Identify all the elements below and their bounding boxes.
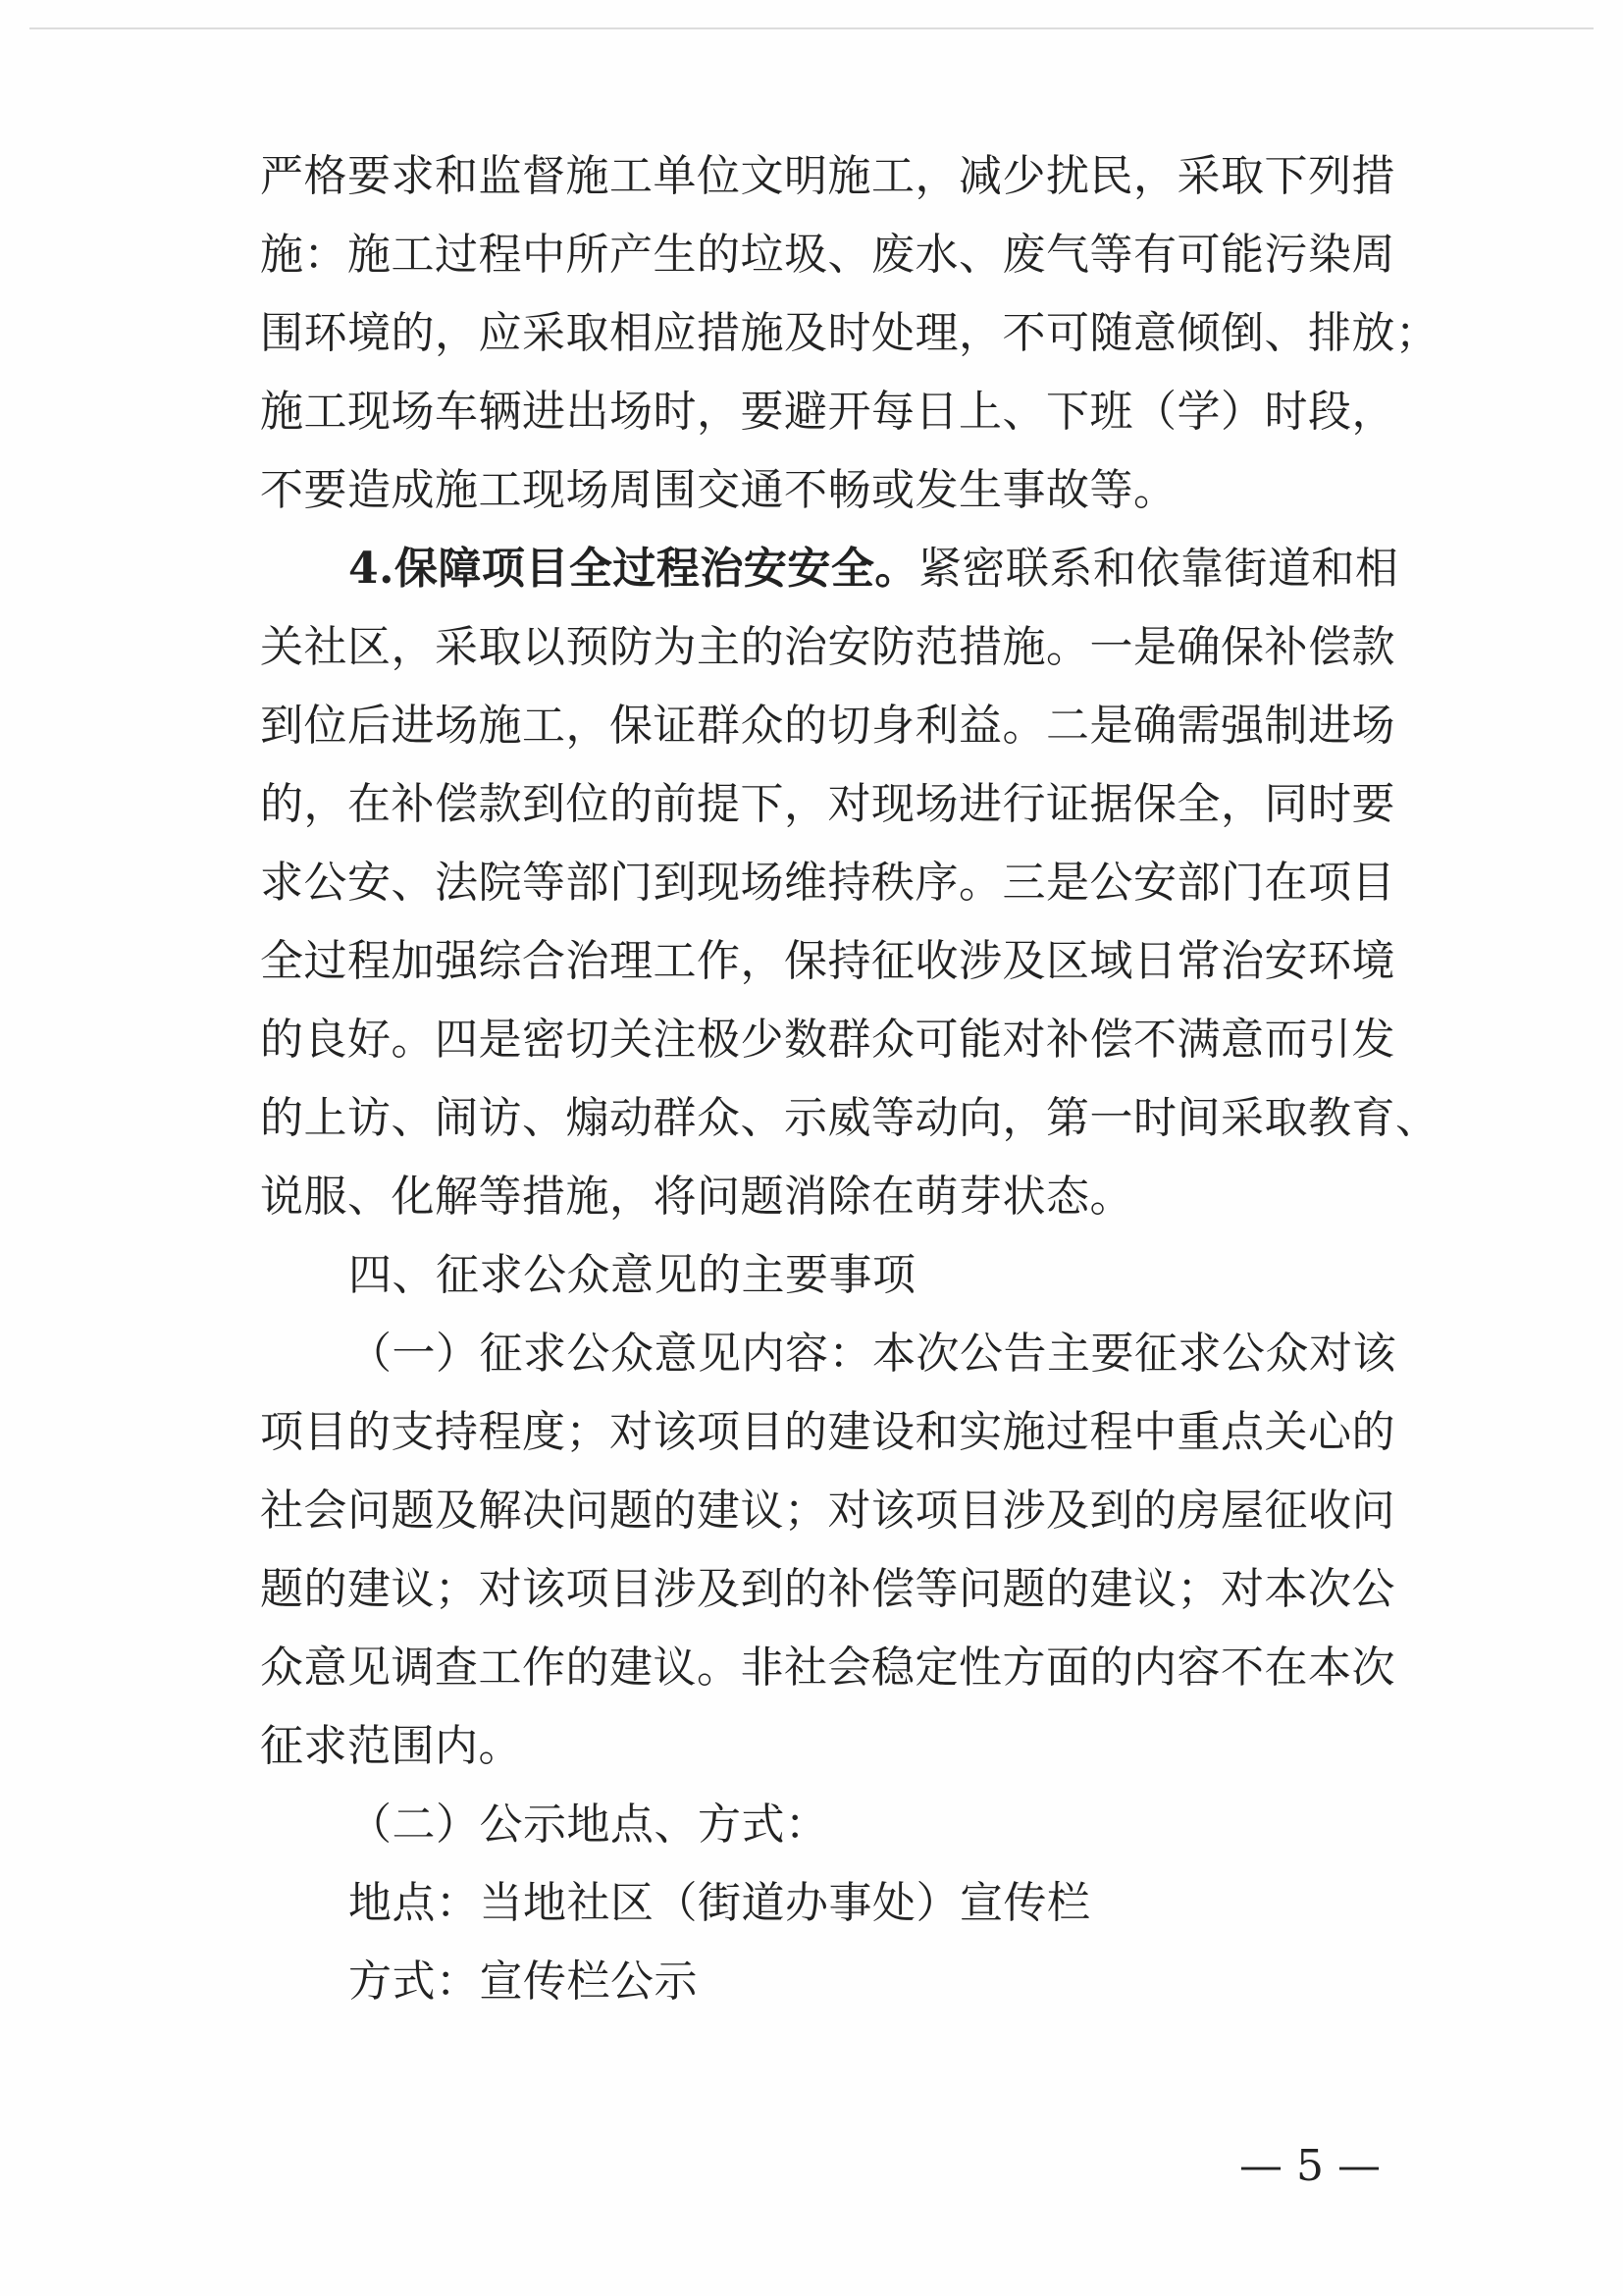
body-line: 严格要求和监督施工单位文明施工，减少扰民，采取下列措 (260, 151, 1395, 201)
body-line: 求公安、法院等部门到现场维持秩序。三是公安部门在项目 (260, 858, 1395, 908)
body-line: 全过程加强综合治理工作，保持征收涉及区域日常治安环境 (260, 936, 1395, 986)
scan-edge-line (29, 27, 1594, 29)
paragraph-4-text: 紧密联系和依靠街道和相 (917, 544, 1399, 594)
subsection-1-first-line: （一）征求公众意见内容：本次公告主要征求公众对该 (348, 1329, 1396, 1379)
body-line: 施：施工过程中所产生的垃圾、废水、废气等有可能污染周 (260, 230, 1395, 280)
body-line: 项目的支持程度；对该项目的建设和实施过程中重点关心的 (260, 1407, 1395, 1457)
paragraph-4-first-line (348, 542, 1399, 597)
paragraph-4-heading: 4.保障项目全过程治安安全。 (348, 544, 918, 594)
body-line: 众意见调查工作的建议。非社会稳定性方面的内容不在本次 (260, 1643, 1395, 1693)
body-line: 的上访、闹访、煽动群众、示威等动向，第一时间采取教育、 (260, 1093, 1440, 1143)
body-line: 的良好。四是密切关注极少数群众可能对补偿不满意而引发 (260, 1015, 1395, 1065)
body-line: 题的建议；对该项目涉及到的补偿等问题的建议；对本次公 (260, 1564, 1395, 1614)
subsection-2-heading: （二）公示地点、方式： (348, 1800, 829, 1850)
section-4-heading: 四、征求公众意见的主要事项 (348, 1250, 916, 1300)
body-line: 不要造成施工现场周围交通不畅或发生事故等。 (260, 465, 1178, 515)
body-line: 社会问题及解决问题的建议；对该项目涉及到的房屋征收问 (260, 1486, 1395, 1536)
body-line: 说服、化解等措施，将问题消除在萌芽状态。 (260, 1172, 1133, 1222)
page-number: — 5 — (1239, 2141, 1381, 2191)
body-line: 关社区，采取以预防为主的治安防范措施。一是确保补偿款 (260, 622, 1395, 672)
body-line: 到位后进场施工，保证群众的切身利益。二是确需强制进场 (260, 701, 1395, 751)
body-line: 围环境的，应采取相应措施及时处理，不可随意倾倒、排放； (260, 308, 1440, 358)
body-line: 的，在补偿款到位的前提下，对现场进行证据保全，同时要 (260, 779, 1395, 829)
body-line: 施工现场车辆进出场时，要避开每日上、下班（学）时段， (260, 387, 1395, 437)
location-line: 地点：当地社区（街道办事处）宣传栏 (348, 1878, 1091, 1928)
body-line: 征求范围内。 (260, 1721, 522, 1771)
method-line: 方式：宣传栏公示 (348, 1957, 698, 2007)
